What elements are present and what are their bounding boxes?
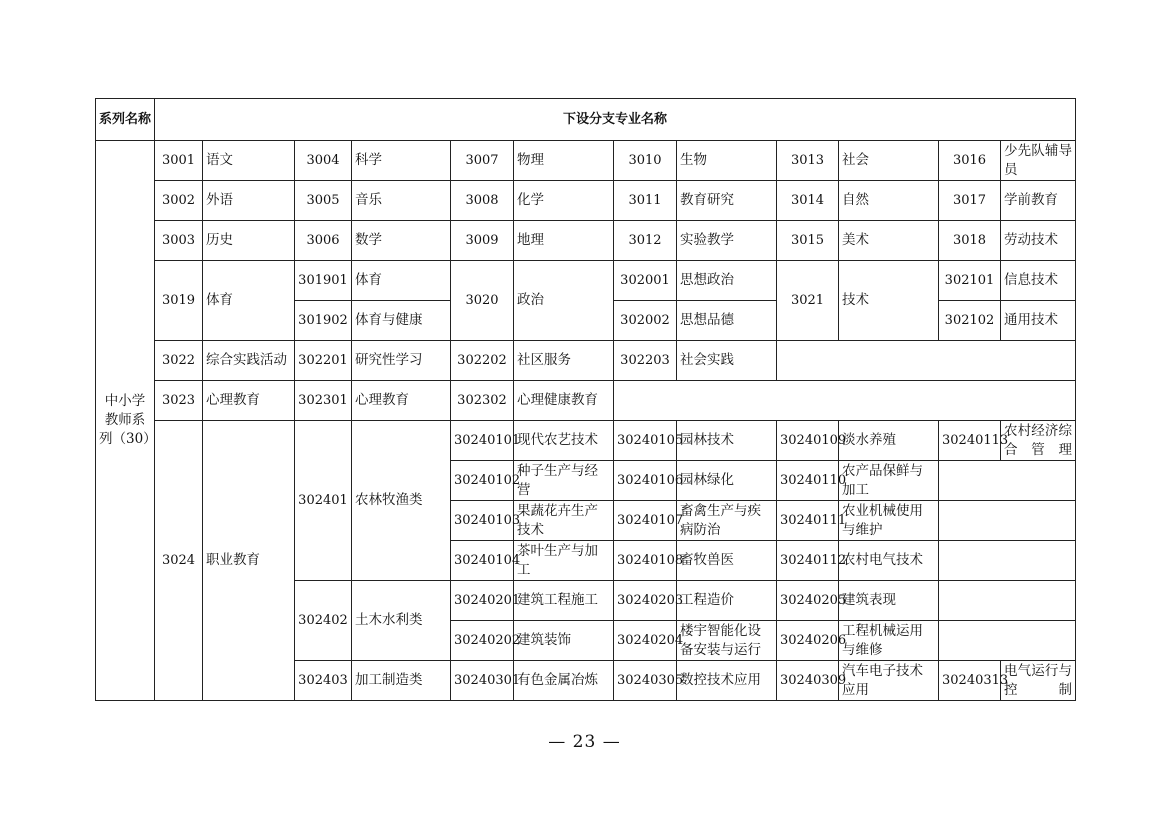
name-cell: 体育 [203,261,295,341]
code-cell: 30240107 [614,501,677,541]
code-cell: 30240108 [614,541,677,581]
code-cell: 30240111 [777,501,839,541]
name-cell: 农业机械使用与维护 [839,501,939,541]
code-cell: 30240201 [451,581,514,621]
code-cell: 30240301 [451,661,514,701]
code-cell: 3004 [295,141,352,181]
table-row [96,341,1076,381]
name-cell: 淡水养殖 [839,421,939,461]
code-cell: 3002 [155,181,203,221]
table-row [96,421,1076,461]
header-branch-cell: 下设分支专业名称 [155,99,1076,141]
table-row [96,261,1076,301]
code-cell: 3011 [614,181,677,221]
code-cell: 30240102 [451,461,514,501]
name-cell: 农村经济综合管理 [1001,421,1076,461]
name-cell: 自然 [839,181,939,221]
code-cell: 30240305 [614,661,677,701]
code-cell: 302202 [451,341,514,381]
code-cell: 3006 [295,221,352,261]
name-cell: 社区服务 [514,341,614,381]
name-cell: 科学 [352,141,451,181]
name-cell: 美术 [839,221,939,261]
code-cell: 30240309 [777,661,839,701]
code-cell: 3019 [155,261,203,341]
name-cell: 园林技术 [677,421,777,461]
name-cell: 果蔬花卉生产技术 [514,501,614,541]
name-cell: 茶叶生产与加工 [514,541,614,581]
code-cell: 3003 [155,221,203,261]
page-number: — 23 — [548,732,621,752]
name-cell: 数学 [352,221,451,261]
code-cell: 30240205 [777,581,839,621]
code-cell: 3023 [155,381,203,421]
name-cell: 有色金属冶炼 [514,661,614,701]
code-cell: 3007 [451,141,514,181]
code-cell: 3016 [939,141,1001,181]
name-cell: 研究性学习 [352,341,451,381]
table-row [96,221,1076,261]
name-cell: 少先队辅导员 [1001,141,1076,181]
name-cell: 劳动技术 [1001,221,1076,261]
name-cell: 农产品保鲜与加工 [839,461,939,501]
name-cell: 数控技术应用 [677,661,777,701]
code-cell: 302001 [614,261,677,301]
code-cell: 30240105 [614,421,677,461]
name-cell: 思想品德 [677,301,777,341]
name-cell: 地理 [514,221,614,261]
name-cell: 生物 [677,141,777,181]
category-code-cell: 302402 [295,581,352,661]
name-cell: 技术 [839,261,939,341]
name-cell: 化学 [514,181,614,221]
name-cell: 教育研究 [677,181,777,221]
code-cell: 30240206 [777,621,839,661]
specialty-table-main [95,98,1076,701]
code-cell: 3018 [939,221,1001,261]
code-cell: 30240202 [451,621,514,661]
name-cell: 社会 [839,141,939,181]
code-cell: 3009 [451,221,514,261]
code-cell: 30240313 [939,661,1001,701]
code-cell: 3024 [155,421,203,701]
category-code-cell: 302403 [295,661,352,701]
name-cell: 农村电气技术 [839,541,939,581]
header-series-cell: 系列名称 [96,99,155,141]
name-cell: 体育 [352,261,451,301]
empty-cell [939,501,1076,541]
code-cell: 3014 [777,181,839,221]
name-cell: 电气运行与控制 [1001,661,1076,701]
code-cell: 3022 [155,341,203,381]
header-row [96,99,1076,141]
code-cell: 3001 [155,141,203,181]
code-cell: 302201 [295,341,352,381]
name-cell: 社会实践 [677,341,777,381]
name-cell: 实验教学 [677,221,777,261]
empty-cell [614,381,1076,421]
empty-cell [939,541,1076,581]
series-name-cell: 中小学教师系列（30） [96,141,155,701]
name-cell: 语文 [203,141,295,181]
table-row [96,381,1076,421]
name-cell: 建筑工程施工 [514,581,614,621]
code-cell: 30240109 [777,421,839,461]
code-cell: 30240204 [614,621,677,661]
code-cell: 3017 [939,181,1001,221]
name-cell: 畜禽生产与疾病防治 [677,501,777,541]
name-cell: 思想政治 [677,261,777,301]
code-cell: 30240101 [451,421,514,461]
name-cell: 音乐 [352,181,451,221]
name-cell: 工程机械运用与维修 [839,621,939,661]
code-cell: 3008 [451,181,514,221]
category-name-cell: 土木水利类 [352,581,451,661]
code-cell: 30240103 [451,501,514,541]
code-cell: 301902 [295,301,352,341]
code-cell: 3010 [614,141,677,181]
name-cell: 楼宇智能化设备安装与运行 [677,621,777,661]
name-cell: 信息技术 [1001,261,1076,301]
code-cell: 30240106 [614,461,677,501]
empty-cell [777,341,1076,381]
code-cell: 302302 [451,381,514,421]
empty-cell [939,581,1076,621]
code-cell: 30240104 [451,541,514,581]
code-cell: 302102 [939,301,1001,341]
name-cell: 心理教育 [203,381,295,421]
name-cell: 职业教育 [203,421,295,701]
code-cell: 302203 [614,341,677,381]
name-cell: 学前教育 [1001,181,1076,221]
code-cell: 302002 [614,301,677,341]
name-cell: 心理健康教育 [514,381,614,421]
name-cell: 外语 [203,181,295,221]
code-cell: 30240110 [777,461,839,501]
category-code-cell: 302401 [295,421,352,581]
name-cell: 建筑表现 [839,581,939,621]
name-cell: 现代农艺技术 [514,421,614,461]
name-cell: 建筑装饰 [514,621,614,661]
code-cell: 30240203 [614,581,677,621]
code-cell: 302101 [939,261,1001,301]
name-cell: 畜牧兽医 [677,541,777,581]
code-cell: 3005 [295,181,352,221]
name-cell: 物理 [514,141,614,181]
name-cell: 综合实践活动 [203,341,295,381]
category-name-cell: 加工制造类 [352,661,451,701]
code-cell: 302301 [295,381,352,421]
table-row [96,141,1076,181]
name-cell: 汽车电子技术应用 [839,661,939,701]
code-cell: 3020 [451,261,514,341]
empty-cell [939,621,1076,661]
name-cell: 体育与健康 [352,301,451,341]
code-cell: 30240112 [777,541,839,581]
code-cell: 3021 [777,261,839,341]
name-cell: 工程造价 [677,581,777,621]
name-cell: 历史 [203,221,295,261]
category-name-cell: 农林牧渔类 [352,421,451,581]
name-cell: 种子生产与经营 [514,461,614,501]
name-cell: 园林绿化 [677,461,777,501]
code-cell: 3012 [614,221,677,261]
empty-cell [939,461,1076,501]
name-cell: 心理教育 [352,381,451,421]
code-cell: 301901 [295,261,352,301]
name-cell: 通用技术 [1001,301,1076,341]
code-cell: 3015 [777,221,839,261]
code-cell: 3013 [777,141,839,181]
name-cell: 政治 [514,261,614,341]
code-cell: 30240113 [939,421,1001,461]
table-row [96,181,1076,221]
